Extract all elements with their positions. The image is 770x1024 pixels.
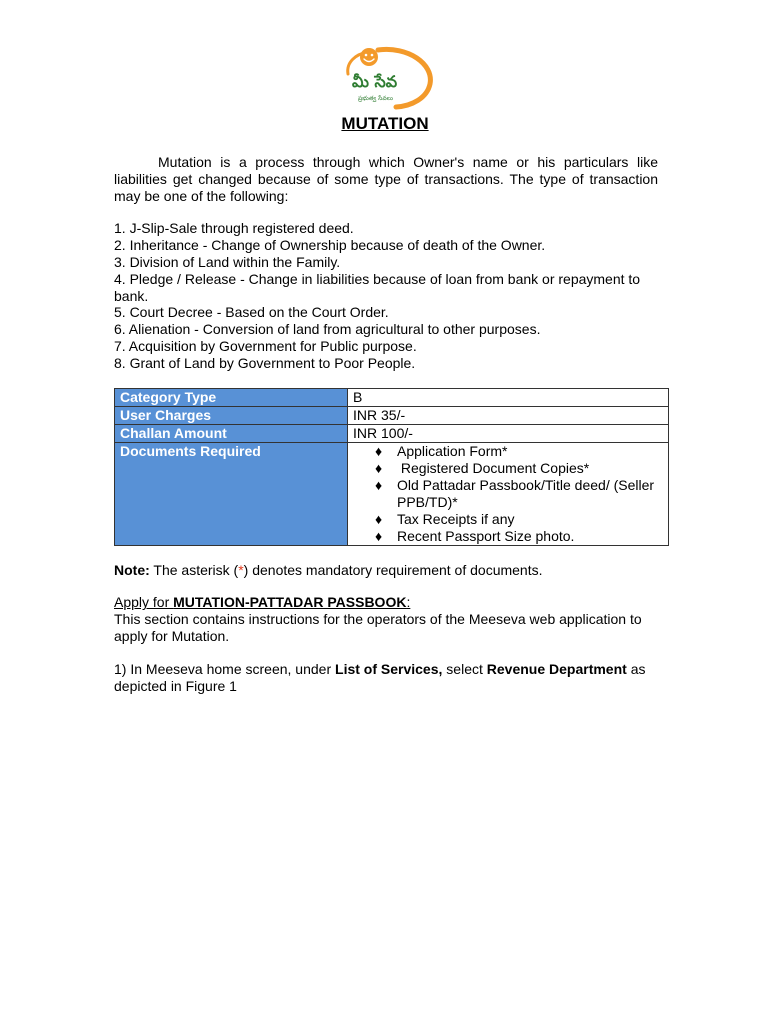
list-item: 1. J-Slip-Sale through registered deed. [114,220,354,237]
diamond-bullet-icon: ♦ [375,442,383,459]
intro-paragraph: Mutation is a process through which Owner's name or his particulars like liabilities get changed because of some type of transactions. The type of transaction may be one of the following: [114,154,658,204]
diamond-bullet-icon: ♦ [375,459,383,476]
list-item: ♦ Recent Passport Size photo. [375,527,575,544]
list-item: 2. Inheritance - Change of Ownership because of death of the Owner. [114,237,546,254]
list-item: 4. Pledge / Release - Change in liabilities because of loan from bank or repayment to bank. [114,270,641,304]
step-1-paragraph: 1) In Meeseva home screen, under List of Services, select Revenue Department as depicted in Figure 1 [114,660,650,694]
list-item: ♦ Application Form* [375,442,508,459]
note-paragraph: Note: The asterisk (*) denotes mandatory requirement of documents. [114,561,543,578]
documents-required-value [348,442,669,545]
meeseva-logo [338,44,436,110]
user-charges-value: INR 35/- [348,406,669,424]
list-item: ♦ Tax Receipts if any [375,510,515,527]
apply-section [114,594,658,644]
category-type-label: Category Type [115,388,348,406]
list-item: 6. Alienation - Conversion of land from agricultural to other purposes. [114,321,541,338]
list-item: 8. Grant of Land by Government to Poor People. [114,354,416,371]
list-of-services-text: List of Services, [335,660,443,677]
challan-amount-label: Challan Amount [115,424,348,442]
asterisk-marker: * [238,561,244,578]
table-row [115,388,669,406]
list-item: 5. Court Decree - Based on the Court Order. [114,304,389,321]
diamond-bullet-icon: ♦ [375,476,383,493]
note-label: Note: [114,561,150,578]
table-row [115,424,669,442]
list-item: ♦ Old Pattadar Passbook/Title deed/ (Seller PPB/TD)* [375,476,655,510]
challan-amount-value: INR 100/- [348,424,669,442]
apply-description: This section contains instructions for the operators of the Meeseva web application to apply for Mutation. [114,611,642,644]
list-item: ♦ Registered Document Copies* [375,459,590,476]
apply-heading: Apply for MUTATION-PATTADAR PASSBOOK: [114,594,411,611]
diamond-bullet-icon: ♦ [375,527,383,544]
transaction-types-list [114,220,658,371]
document-body [114,154,658,694]
diamond-bullet-icon: ♦ [375,510,383,527]
table-row [115,442,669,545]
logo-wordmark: మీ సేవ [352,72,398,91]
page-title: MUTATION [341,114,429,133]
documents-list [353,443,663,545]
revenue-department-text: Revenue Department [486,660,627,677]
user-charges-label: User Charges [115,406,348,424]
logo-tagline: ప్రభుత్వ సేవలు [358,95,393,102]
list-item: 3. Division of Land within the Family. [114,253,341,270]
table-row [115,406,669,424]
service-info-table [114,388,669,546]
documents-required-label: Documents Required [115,442,348,545]
category-type-value: B [348,388,669,406]
list-item: 7. Acquisition by Government for Public purpose. [114,337,417,354]
